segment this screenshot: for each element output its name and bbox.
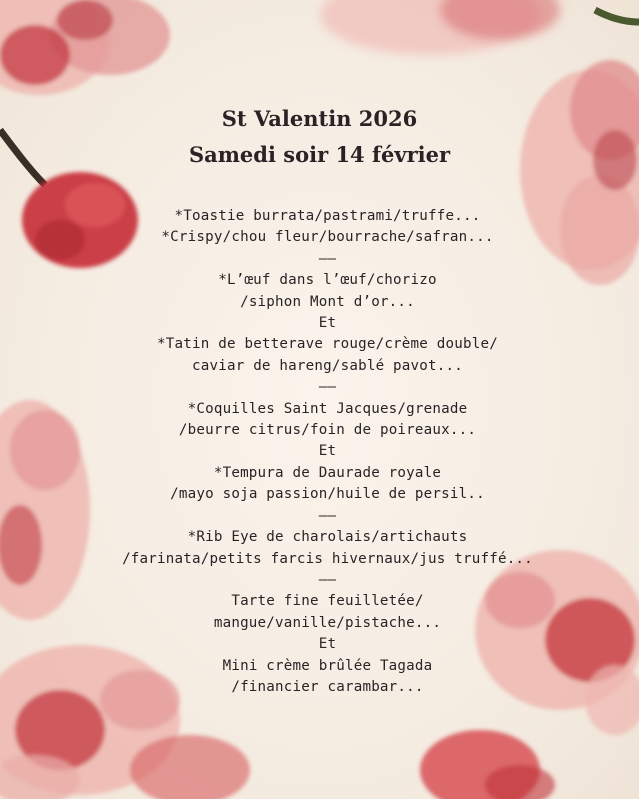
menu-line: /financier carambar... xyxy=(231,678,424,695)
menu-line: Mini crème brûlée Tagada xyxy=(222,657,433,674)
menu-line: *Tempura de Daurade royale xyxy=(213,464,442,481)
flower-bottom-center xyxy=(420,730,555,799)
menu-line: mangue/vanille/pistache... xyxy=(213,614,442,631)
menu-separator: —— xyxy=(318,379,337,396)
stem-top-right xyxy=(595,10,639,22)
menu-line: *Toastie burrata/pastrami/truffe... xyxy=(174,208,481,224)
menu-line: *Coquilles Saint Jacques/grenade xyxy=(187,400,468,417)
menu-conjunction: Et xyxy=(318,636,337,653)
menu-separator: —— xyxy=(318,571,337,588)
menu-line: Tarte fine feuilletée/ xyxy=(231,593,424,610)
menu-line: *Rib Eye de charolais/artichauts xyxy=(187,529,468,546)
menu-line: /farinata/petits farcis hivernaux/jus truffé... xyxy=(122,550,533,567)
menu-line: caviar de hareng/sablé pavot... xyxy=(192,357,463,374)
menu-line: /siphon Mont d’or... xyxy=(240,293,415,310)
flower-top-left xyxy=(0,0,170,95)
menu-line: *L’œuf dans l’œuf/chorizo xyxy=(218,272,437,289)
menu-line: /beurre citrus/foin de poireaux... xyxy=(178,422,477,439)
flower-left-middle xyxy=(0,400,90,620)
menu-line: *Crispy/chou fleur/bourrache/safran... xyxy=(161,229,494,246)
menu-conjunction: Et xyxy=(318,315,337,332)
menu-separator: —— xyxy=(318,507,337,524)
menu-conjunction: Et xyxy=(318,443,337,460)
page-title: St Valentin 2026 xyxy=(221,106,418,131)
menu-line: /mayo soja passion/huile de persil.. xyxy=(170,486,485,503)
flower-top-center xyxy=(320,0,560,55)
menu-separator: —— xyxy=(318,250,337,267)
menu-list xyxy=(90,206,565,698)
menu-line: *Tatin de betterave rouge/crème double/ xyxy=(157,336,498,353)
page-subtitle: Samedi soir 14 février xyxy=(188,142,451,167)
